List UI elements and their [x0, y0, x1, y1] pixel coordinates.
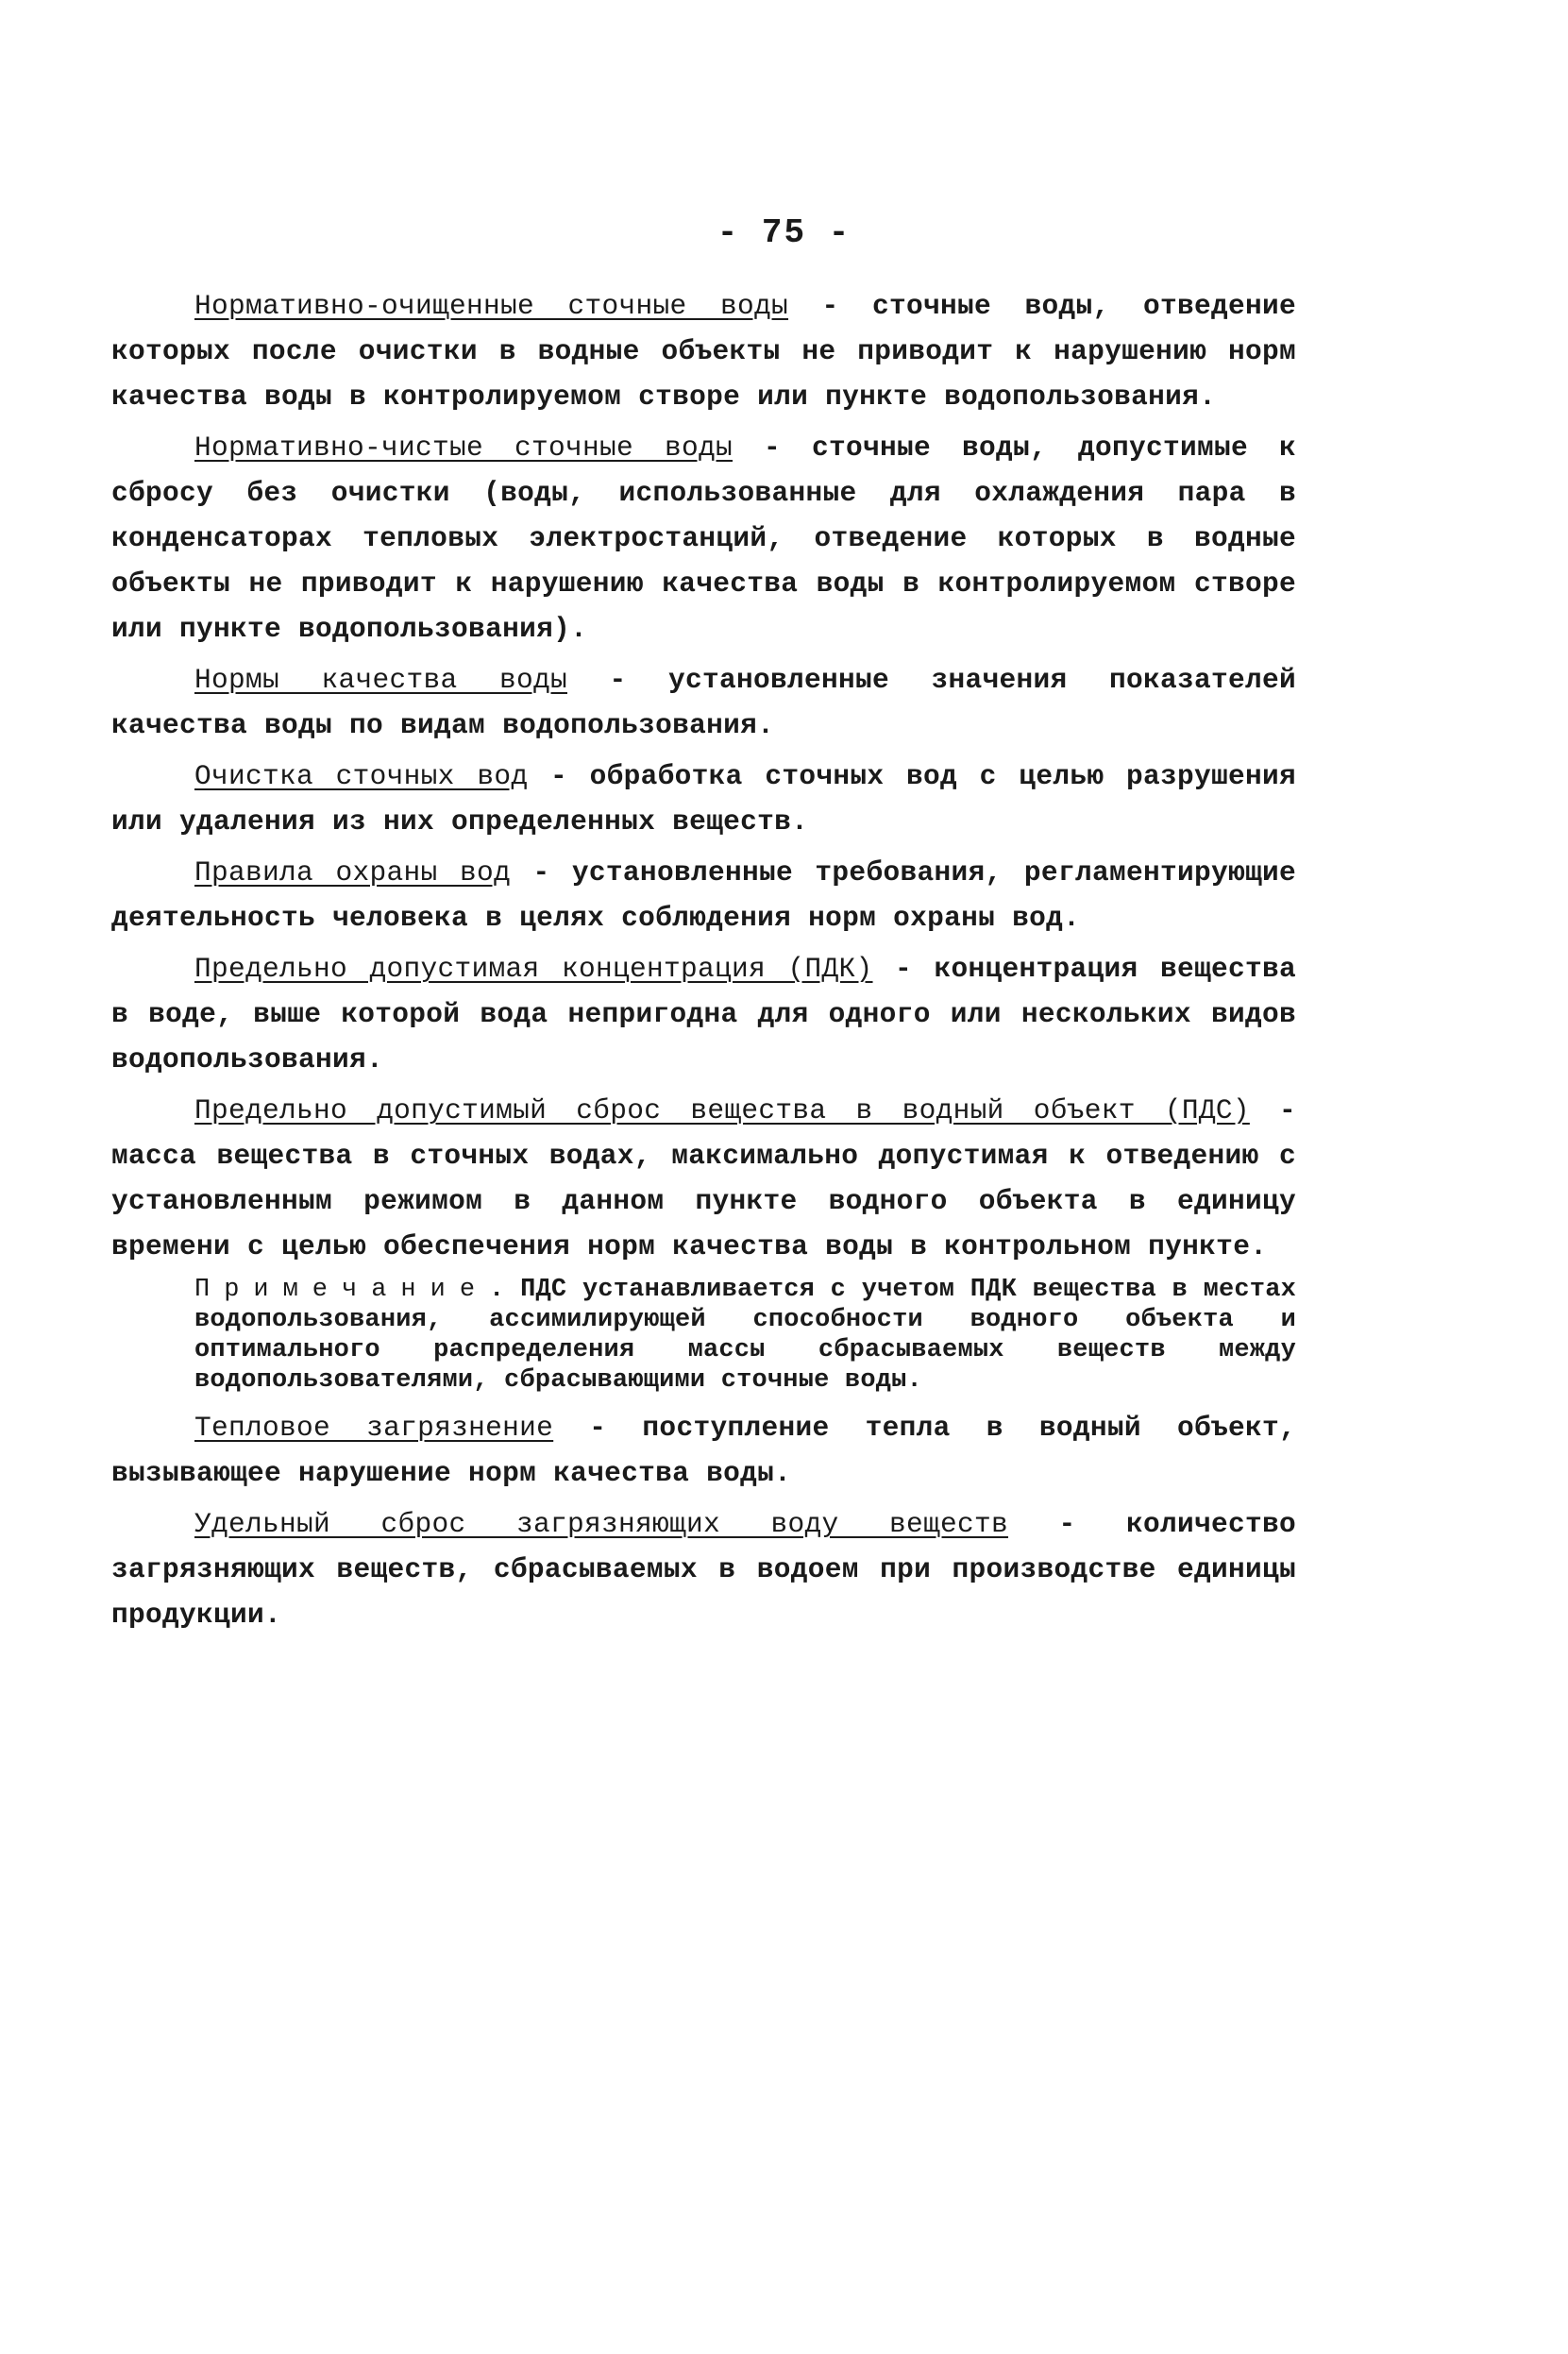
glossary-definition: - масса вещества в сточных водах, максимально допустимая к отведению с установленным режимом в данном пункте водного объекта в единицу времени с целью обеспечения норм качества воды в контрольном пункте.: [111, 1094, 1296, 1262]
glossary-entry: [111, 425, 1296, 652]
note-block: [194, 1275, 1296, 1396]
glossary-definition: - концентрация вещества в воде, выше которой вода непригодна для одного или нескольких видов водопользования.: [111, 953, 1296, 1075]
glossary-entry: [111, 754, 1296, 844]
page-number: - 75 -: [717, 213, 851, 252]
glossary-term: Удельный сброс загрязняющих воду веществ: [194, 1508, 1009, 1540]
glossary-term: Нормы качества воды: [194, 664, 567, 696]
note-text: . ПДС устанавливается с учетом ПДК вещества в местах водопользования, ассимилирующей способности водного объекта и оптимального распределения массы сбрасываемых веществ между водопользователями, сбрасывающими сточные воды.: [194, 1276, 1296, 1395]
note-label: Примечание: [194, 1276, 490, 1304]
glossary-definition: - сточные воды, допустимые к сбросу без очистки (воды, использованные для охлаждения пара в конденсаторах тепловых электростанций, отведение которых в водные объекты не приводит к нарушению качества воды в контролируемом створе или пункте водопользования).: [111, 432, 1296, 645]
glossary-entry: [111, 283, 1296, 419]
glossary-content: [111, 283, 1296, 1643]
glossary-entry: [111, 1088, 1296, 1269]
glossary-definition: - установленные значения показателей качества воды по видам водопользования.: [111, 664, 1296, 741]
glossary-term: Тепловое загрязнение: [194, 1412, 554, 1444]
glossary-term: Нормативно-очищенные сточные воды: [194, 290, 789, 322]
glossary-term: Предельно допустимая концентрация (ПДК): [194, 953, 873, 985]
glossary-entry: [111, 946, 1296, 1082]
glossary-definition: - поступление тепла в водный объект, вызывающее нарушение норм качества воды.: [111, 1412, 1297, 1489]
glossary-term: Нормативно-чистые сточные воды: [194, 432, 733, 464]
glossary-definition: - установленные требования, регламентирующие деятельность человека в целях соблюдения норм охраны вод.: [111, 856, 1296, 934]
glossary-definition: - количество загрязняющих веществ, сбрасываемых в водоем при производстве единицы продукции.: [111, 1508, 1296, 1631]
glossary-entry: [111, 1405, 1296, 1496]
glossary-entry: [111, 657, 1296, 748]
glossary-entry: [111, 1501, 1296, 1637]
glossary-definition: - сточные воды, отведение которых после очистки в водные объекты не приводит к нарушению норм качества воды в контролируемом створе или пункте водопользования.: [111, 290, 1296, 413]
glossary-term: Правила охраны вод: [194, 856, 511, 889]
glossary-term: Очистка сточных вод: [194, 760, 529, 792]
glossary-term: Предельно допустимый сброс вещества в водный объект (ПДС): [194, 1094, 1250, 1126]
glossary-entry: [111, 850, 1296, 940]
glossary-definition: - обработка сточных вод с целью разрушения или удаления из них определенных веществ.: [111, 760, 1297, 838]
